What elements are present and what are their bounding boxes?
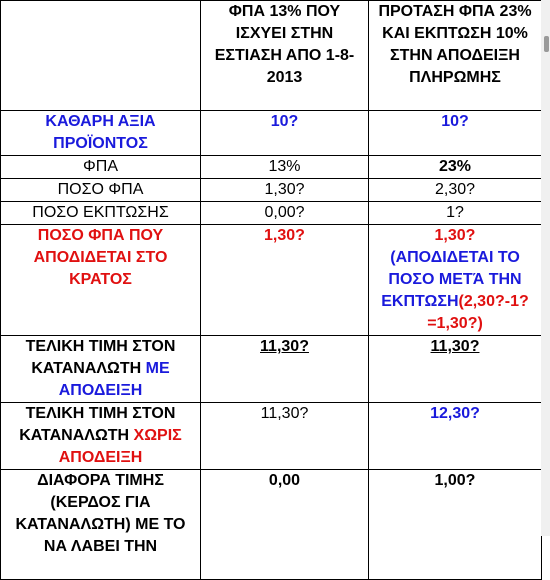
net-value-13: 10? [201,111,369,156]
vat-13: 13% [201,156,369,179]
header-vat-13: ΦΠΑ 13% ΠΟΥ ΙΣΧΥΕΙ ΣΤΗΝ ΕΣΤΙΑΣΗ ΑΠΟ 1-8-2013 [201,1,369,111]
price-difference-13: 0,00 [201,470,369,580]
paid-to-state-calc: (2,30?-1?=1,30?) [427,293,529,332]
net-value-23: 10? [369,111,542,156]
price-difference-23: 1,00? [369,470,542,580]
vat-amount-13: 1,30? [201,179,369,202]
final-with-receipt-13: 11,30? [201,336,369,403]
discount-13: 0,00? [201,202,369,225]
final-without-receipt-23: 12,30? [369,403,542,470]
table-row-final-with-receipt [1,336,542,403]
vat-23: 23% [369,156,542,179]
vat-label: ΦΠΑ [1,156,201,179]
paid-to-state-label: ΠΟΣΟ ΦΠΑ ΠΟΥ ΑΠΟΔΙΔΕΤΑΙ ΣΤΟ ΚΡΑΤΟΣ [1,225,201,336]
table-row-price-difference [1,470,542,580]
discount-23: 1? [369,202,542,225]
price-difference-label: ΔΙΑΦΟΡΑ ΤΙΜΗΣ (ΚΕΡΔΟΣ ΓΙΑ ΚΑΤΑΝΑΛΩΤΗ) ΜΕ ΤΟ ΝΑ ΛΑΒΕΙ ΤΗΝ [1,470,201,580]
table-row-discount [1,202,542,225]
table-row-vat [1,156,542,179]
final-with-receipt-label-text: ΤΕΛΙΚΗ ΤΙΜΗ ΣΤΟΝ ΚΑΤΑΝΑΛΩΤΗ [25,338,176,377]
paid-to-state-23: 1,30? [434,227,476,244]
table-row-vat-amount [1,179,542,202]
header-empty-cell [1,1,201,111]
paid-to-state-23-cell [369,225,542,336]
table-row-paid-to-state [1,225,542,336]
discount-label: ΠΟΣΟ ΕΚΠΤΩΣΗΣ [1,202,201,225]
with-receipt-highlight: ΜΕ ΑΠΟΔΕΙΞΗ [58,360,170,399]
net-value-label: ΚΑΘΑΡΗ ΑΞΙΑ ΠΡΟΪΟΝΤΟΣ [1,111,201,156]
paid-to-state-13: 1,30? [201,225,369,336]
header-proposal-23: ΠΡΟΤΑΣΗ ΦΠΑ 23% ΚΑΙ ΕΚΠΤΩΣΗ 10% ΣΤΗΝ ΑΠΟΔΕΙΞΗ ΠΛΗΡΩΜΗΣ [369,1,542,111]
header-row [1,1,542,111]
final-without-receipt-label [1,403,201,470]
paid-to-state-note: (ΑΠΟΔΙΔΕΤΑΙ ΤΟ ΠΟΣΟ ΜΕΤΆ ΤΗΝ ΕΚΠΤΩΣΗ [381,249,522,310]
scroll-marker [544,36,549,52]
vat-amount-23: 2,30? [369,179,542,202]
page-right-edge [541,0,550,536]
final-with-receipt-23: 11,30? [369,336,542,403]
table-row-net-value [1,111,542,156]
final-without-receipt-13: 11,30? [201,403,369,470]
table-row-final-without-receipt [1,403,542,470]
without-receipt-highlight: ΧΩΡΙΣ ΑΠΟΔΕΙΞΗ [58,427,182,466]
final-without-receipt-label-text: ΤΕΛΙΚΗ ΤΙΜΗ ΣΤΟΝ ΚΑΤΑΝΑΛΩΤΗ [19,405,176,444]
vat-amount-label: ΠΟΣΟ ΦΠΑ [1,179,201,202]
final-with-receipt-label [1,336,201,403]
